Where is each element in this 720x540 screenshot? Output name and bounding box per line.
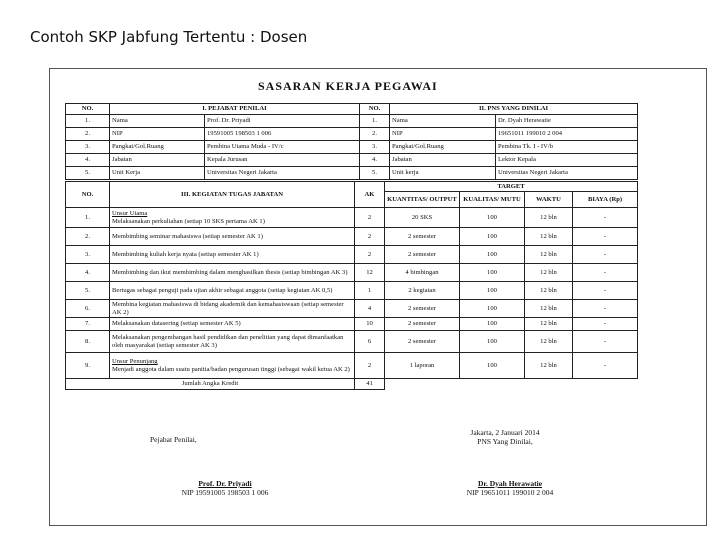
activity-table [65,181,638,390]
quantity: 2 semester [385,228,460,246]
field-value: Dr. Dyah Herawatie [496,115,638,128]
signature-right-name-block [420,479,600,497]
quantity: 2 semester [385,318,460,331]
activity-row [66,353,638,379]
quality: 100 [460,300,525,318]
row-no: 6. [66,300,110,318]
time: 12 bln [525,331,573,353]
cost: - [573,208,638,228]
quantity: 2 semester [385,246,460,264]
time: 12 bln [525,208,573,228]
time: 12 bln [525,228,573,246]
row-no: 9. [66,353,110,379]
field-label: NIP [390,128,496,141]
row-no: 7. [66,318,110,331]
section-main: Unsur Utama [112,210,148,218]
col-waktu: WAKTU [525,192,573,208]
field-value: Lektor Kepala [496,154,638,167]
ak-value: 2 [355,208,385,228]
activity-row [66,331,638,353]
field-label: Pangkat/Gol.Ruang [110,141,205,154]
quantity: 20 SKS [385,208,460,228]
cost: - [573,318,638,331]
field-label: NIP [110,128,205,141]
document-title: SASARAN KERJA PEGAWAI [258,79,438,93]
cost: - [573,331,638,353]
field-value: Prof. Dr. Priyadi [205,115,360,128]
row-no: 3. [360,141,390,154]
activity-desc-text: Menjadi anggota dalam suatu panitia/badan pengurusan tinggi (sebagai wakil ketua AK 2) [112,365,350,373]
officials-row [66,128,638,141]
row-no: 1. [66,208,110,228]
row-no: 5. [66,282,110,300]
cost: - [573,246,638,264]
signature-left-name-block [120,479,330,497]
field-label: Unit kerja [390,167,496,180]
cost: - [573,353,638,379]
activity-desc: Membimbing seminar mahasiswa (setiap semester AK 1) [110,228,355,246]
ak-value: 6 [355,331,385,353]
time: 12 bln [525,282,573,300]
field-value: Universitas Negeri Jakarta [496,167,638,180]
col-pns-dinilai: II. PNS YANG DINILAI [390,104,638,115]
left-role: Pejabat Penilai, [150,435,197,444]
activity-row [66,246,638,264]
ak-value: 12 [355,264,385,282]
signature-right [420,428,590,446]
officials-row [66,154,638,167]
time: 12 bln [525,318,573,331]
activity-desc: Bertugas sebagai penguji pada ujian akhir sebagai anggota (setiap kegiatan AK 0,5) [110,282,355,300]
left-nip: NIP 19591005 198503 1 006 [181,488,269,497]
row-no: 4. [360,154,390,167]
quantity: 4 bimbingan [385,264,460,282]
total-row [66,379,638,390]
slide-title: Contoh SKP Jabfung Tertentu : Dosen [30,28,308,46]
activity-desc: Membina kegiatan mahasiswa di bidang akademik dan kemahasiswaan (setiap semester AK 2) [110,300,355,318]
row-no: 3. [66,141,110,154]
activity-row [66,282,638,300]
row-no: 3. [66,246,110,264]
quantity: 2 kegiatan [385,282,460,300]
ak-value: 2 [355,228,385,246]
officials-table [65,103,638,180]
quality: 100 [460,264,525,282]
field-value: Pembina Utama Muda - IV/c [205,141,360,154]
col-target: TARGET [385,182,638,192]
quality: 100 [460,353,525,379]
section-support: Unsur Penunjang [112,358,158,366]
cost: - [573,264,638,282]
cost: - [573,228,638,246]
row-no: 5. [360,167,390,180]
signature-left [150,435,350,444]
time: 12 bln [525,264,573,282]
activity-desc-text: Melaksanakan perkuliahan (setiap 10 SKS pertama AK 1) [112,217,265,225]
col-no-2: NO. [360,104,390,115]
col-kegiatan: III. KEGIATAN TUGAS JABATAN [110,182,355,208]
field-label: Unit Kerja [110,167,205,180]
officials-row [66,141,638,154]
quality: 100 [460,331,525,353]
field-label: Nama [390,115,496,128]
quality: 100 [460,282,525,300]
quantity: 2 semester [385,331,460,353]
activity-desc: Melaksanakan pengembangan hasil pendidikan dan penelitian yang dapat dimanfaatkan oleh masyarakat (setiap semester AK 3) [110,331,355,353]
quality: 100 [460,228,525,246]
row-no: 2. [66,228,110,246]
col-biaya: BIAYA (Rp) [573,192,638,208]
quality: 100 [460,318,525,331]
activity-row [66,318,638,331]
activity-desc: Membimbing kuliah kerja nyata (setiap semester AK 1) [110,246,355,264]
right-name: Dr. Dyah Herawatie [477,479,543,488]
row-no: 1. [360,115,390,128]
right-role: PNS Yang Dinilai, [477,437,533,446]
officials-row [66,167,638,180]
field-label: Nama [110,115,205,128]
cost: - [573,300,638,318]
total-label: Jumlah Angka Kredit [66,379,355,390]
ak-value: 2 [355,246,385,264]
field-label: Jabatan [390,154,496,167]
right-nip: NIP 19651011 199010 2 004 [466,488,554,497]
activity-desc: Melaksanakan datasering (setiap semester AK 5) [110,318,355,331]
cost: - [573,282,638,300]
row-no: 4. [66,264,110,282]
activity-row [66,208,638,228]
row-no: 5. [66,167,110,180]
col-kuantitas: KUANTITAS/ OUTPUT [385,192,460,208]
col-kualitas: KUALITAS/ MUTU [460,192,525,208]
col-no: NO. [66,104,110,115]
row-no: 4. [66,154,110,167]
quantity: 1 laporan [385,353,460,379]
field-value: 19591005 198503 1 006 [205,128,360,141]
time: 12 bln [525,300,573,318]
field-value: Universitas Negeri Jakarta [205,167,360,180]
time: 12 bln [525,246,573,264]
activity-desc [110,208,355,228]
row-no: 8. [66,331,110,353]
officials-row [66,115,638,128]
col-pejabat-penilai: I. PEJABAT PENILAI [110,104,360,115]
field-label: Pangkat/Gol.Ruang [390,141,496,154]
quality: 100 [460,208,525,228]
row-no: 2. [360,128,390,141]
col-no-act: NO. [66,182,110,208]
field-value: 19651011 199010 2 004 [496,128,638,141]
field-value: Kepala Jurusan [205,154,360,167]
time: 12 bln [525,353,573,379]
quality: 100 [460,246,525,264]
activity-row [66,300,638,318]
row-no: 2. [66,128,110,141]
total-value: 41 [355,379,385,390]
total-empty [385,379,638,390]
field-value: Pembina Tk. I - IV/b [496,141,638,154]
activity-desc [110,353,355,379]
ak-value: 1 [355,282,385,300]
quantity: 2 semester [385,300,460,318]
activity-row [66,264,638,282]
ak-value: 10 [355,318,385,331]
ak-value: 2 [355,353,385,379]
col-ak: AK [355,182,385,208]
activity-desc: Membimbing dan ikut membimbing dalam menghasilkan thesis (setiap bimbingan AK 3) [110,264,355,282]
right-place-date: Jakarta, 2 Januari 2014 [470,428,540,437]
left-name: Prof. Dr. Priyadi [198,479,252,488]
ak-value: 4 [355,300,385,318]
activity-row [66,228,638,246]
row-no: 1. [66,115,110,128]
field-label: Jabatan [110,154,205,167]
